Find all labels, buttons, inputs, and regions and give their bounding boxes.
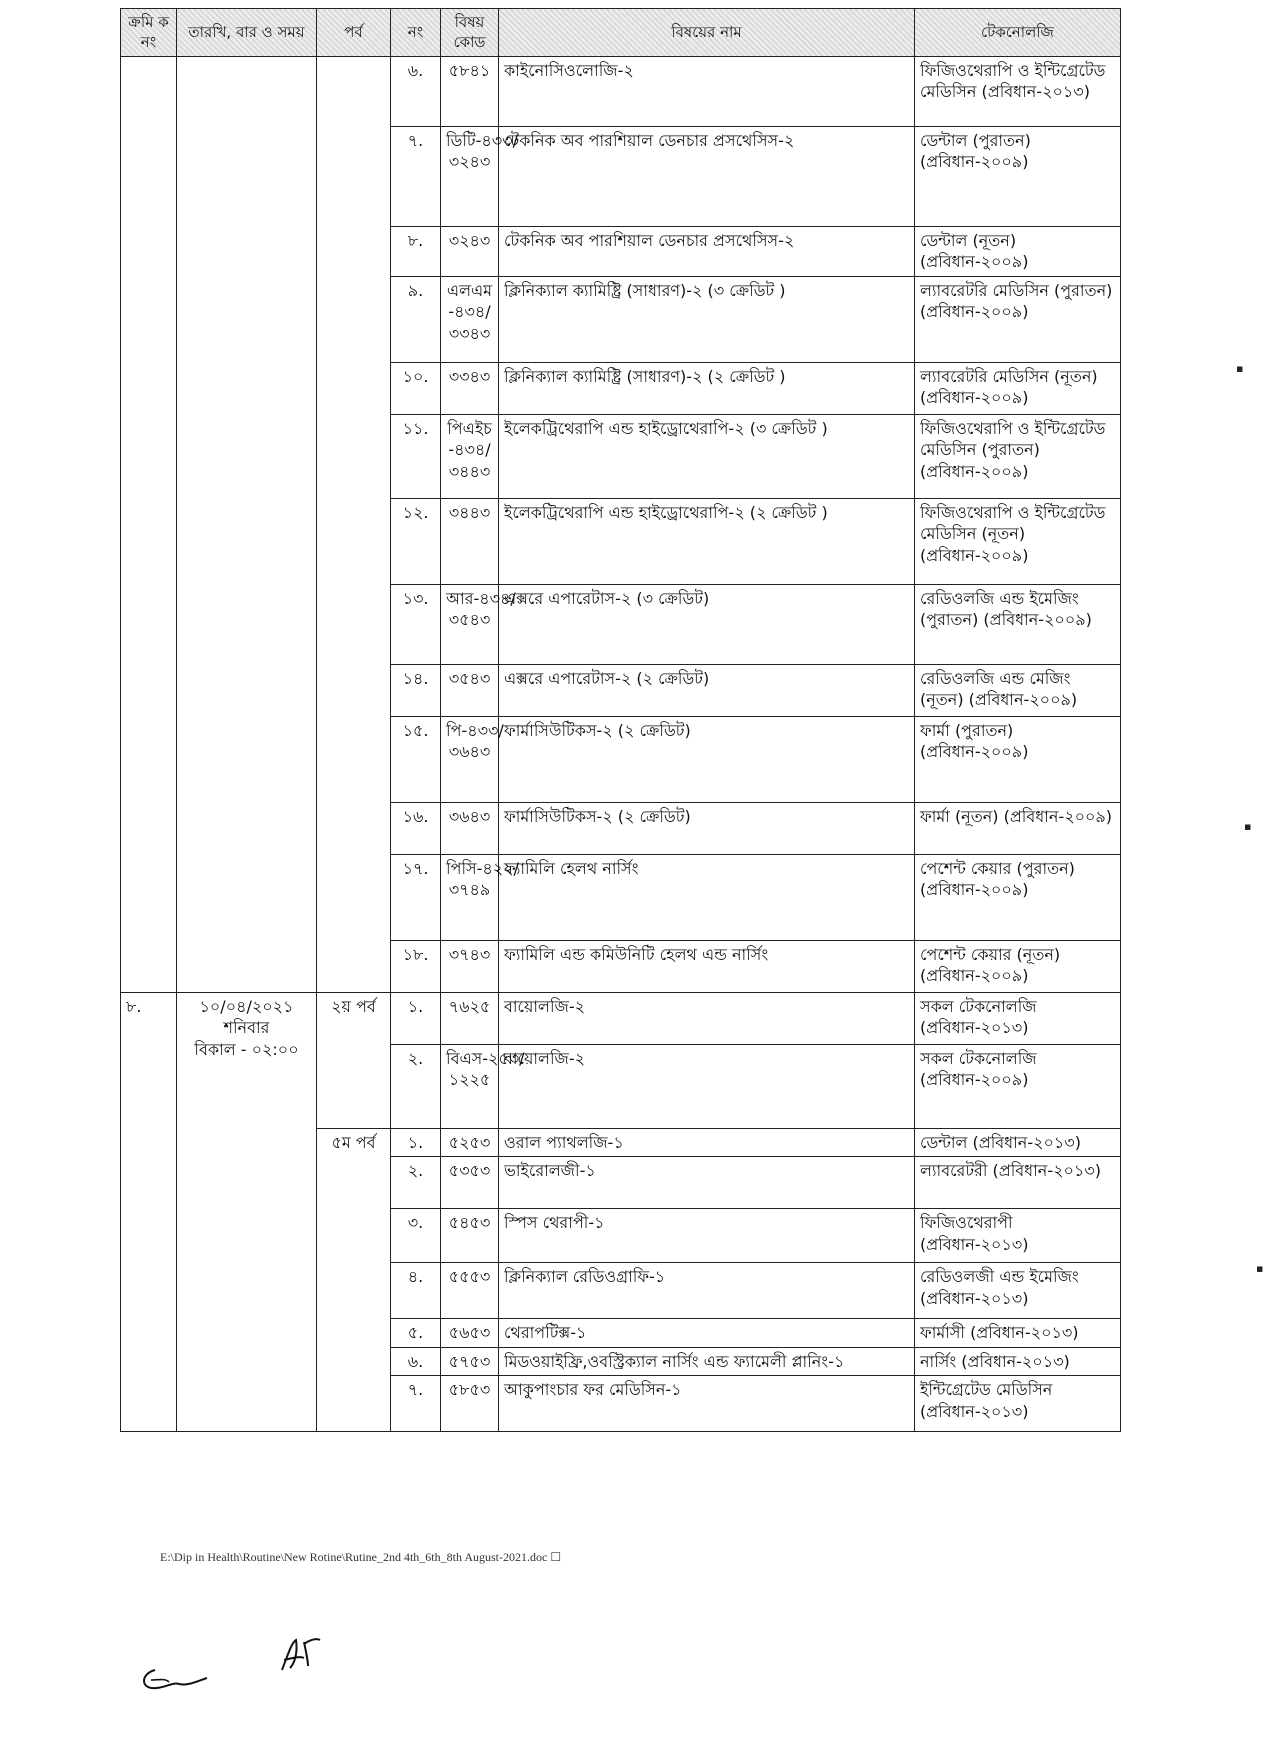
header-code: বিষয় কোড [441,9,499,57]
technology: নার্সিং (প্রবিধান-২০১৩) [915,1347,1121,1376]
row-no: ১. [391,992,441,1044]
header-row [121,9,1121,57]
subject-code: ডিটি-৪৩৩/ ৩২৪৩ [441,126,499,226]
serial-cell [121,56,177,992]
subject-code: ৫৪৫৩ [441,1209,499,1263]
technology: ডেন্টাল (প্রবিধান-২০১৩) [915,1128,1121,1157]
subject-name: ফার্মাসিউটিকস-২ (২ ক্রেডিট) [499,802,915,854]
technology: পেশেন্ট কেয়ার (নূতন) (প্রবিধান-২০০৯) [915,940,1121,992]
technology: সকল টেকনোলজি (প্রবিধান-২০০৯) [915,1044,1121,1128]
subject-code: ৩৩৪৩ [441,362,499,414]
subject-code: ৫৭৫৩ [441,1347,499,1376]
row-no: ১২. [391,498,441,584]
subject-name: বায়োলজি-২ [499,1044,915,1128]
part-cell [317,56,391,992]
subject-name: ইলেকট্রিথেরাপি এন্ড হাইড্রোথেরাপি-২ (২ ক্রেডিট ) [499,498,915,584]
subject-code: ৫৬৫৩ [441,1319,499,1348]
part-cell: ২য় পর্ব [317,992,391,1128]
row-no: ৩. [391,1209,441,1263]
subject-name: ক্লিনিক্যাল ক্যামিষ্ট্রি (সাধারণ)-২ (২ ক্রেডিট ) [499,362,915,414]
technology: পেশেন্ট কেয়ার (পুরাতন) (প্রবিধান-২০০৯) [915,854,1121,940]
row-no: ৪. [391,1263,441,1319]
table-row [121,56,1121,126]
subject-name: এক্সরে এপারেটাস-২ (২ ক্রেডিট) [499,664,915,716]
subject-code: ৫৩৫৩ [441,1157,499,1209]
subject-name: বায়োলজি-২ [499,992,915,1044]
subject-name: স্পিস থেরাপী-১ [499,1209,915,1263]
subject-name: ক্লিনিক্যাল রেডিওগ্রাফি-১ [499,1263,915,1319]
row-no: ১১. [391,414,441,498]
row-no: ৯. [391,276,441,362]
subject-name: ভাইরোলজী-১ [499,1157,915,1209]
row-no: ৬. [391,56,441,126]
date-cell [177,56,317,992]
header-date: তারখি, বার ও সময় [177,9,317,57]
technology: ফার্মা (পুরাতন) (প্রবিধান-২০০৯) [915,716,1121,802]
footer-file-path: E:\Dip in Health\Routine\New Rotine\Rutine_2nd 4th_6th_8th August-2021.doc ☐ [160,1550,562,1564]
initial-signature-icon [270,1630,330,1680]
subject-name: আকুপাংচার ফর মেডিসিন-১ [499,1376,915,1432]
technology: রেডিওলজী এন্ড ইমেজিং (প্রবিধান-২০১৩) [915,1263,1121,1319]
exam-date: ১০/০৪/২০২১ [199,996,294,1016]
subject-name: ফ্যামিলি এন্ড কমিউনিটি হেলথ এন্ড নার্সিং [499,940,915,992]
technology: রেডিওলজি এন্ড ইমেজিং (পুরাতন) (প্রবিধান-২০০৯) [915,584,1121,664]
subject-code: পি-৪৩৩/ ৩৬৪৩ [441,716,499,802]
technology: সকল টেকনোলজি (প্রবিধান-২০১৩) [915,992,1121,1044]
subject-code: ৩৬৪৩ [441,802,499,854]
subject-name: থেরাপটিক্স-১ [499,1319,915,1348]
technology: ল্যাবরেটরি মেডিসিন (নূতন) (প্রবিধান-২০০৯) [915,362,1121,414]
signature-mark-icon [135,1660,215,1700]
row-no: ৫. [391,1319,441,1348]
subject-code: ৩৭৪৩ [441,940,499,992]
row-no: ১৪. [391,664,441,716]
row-no: ৭. [391,126,441,226]
header-subject: বিষয়ের নাম [499,9,915,57]
subject-code: ৩৫৪৩ [441,664,499,716]
technology: রেডিওলজি এন্ড মেজিং (নূতন) (প্রবিধান-২০০৯) [915,664,1121,716]
technology: ফিজিওথেরাপি ও ইন্টিগ্রেটেড মেডিসিন (প্রবিধান-২০১৩) [915,56,1121,126]
subject-name: ক্লিনিক্যাল ক্যামিষ্ট্রি (সাধারণ)-২ (৩ ক্রেডিট ) [499,276,915,362]
subject-code: ৩২৪৩ [441,226,499,276]
subject-name: টেকনিক অব পারশিয়াল ডেনচার প্রসথেসিস-২ [499,126,915,226]
exam-routine-table [120,8,1121,1432]
header-serial: ক্রমি ক নং [121,9,177,57]
subject-code: ৩৪৪৩ [441,498,499,584]
subject-name: ফ্যামিলি হেলথ নার্সিং [499,854,915,940]
technology: ফার্মা (নূতন) (প্রবিধান-২০০৯) [915,802,1121,854]
technology: ফিজিওথেরাপি ও ইন্টিগ্রেটেড মেডিসিন (নূতন) (প্রবিধান-২০০৯) [915,498,1121,584]
row-no: ১৮. [391,940,441,992]
row-no: ১০. [391,362,441,414]
serial-cell: ৮. [121,992,177,1432]
subject-code: ৫৫৫৩ [441,1263,499,1319]
subject-name: ফার্মাসিউটিকস-২ (২ ক্রেডিট) [499,716,915,802]
exam-day: শনিবার [223,1018,270,1038]
row-no: ১. [391,1128,441,1157]
table-row [121,992,1121,1044]
part-cell: ৫ম পর্ব [317,1128,391,1432]
technology: ডেন্টাল (পুরাতন) (প্রবিধান-২০০৯) [915,126,1121,226]
subject-code: ৫২৫৩ [441,1128,499,1157]
technology: ডেন্টাল (নূতন) (প্রবিধান-২০০৯) [915,226,1121,276]
row-no: ৬. [391,1347,441,1376]
row-no: ৭. [391,1376,441,1432]
exam-time: বিকাল - ০২:০০ [194,1039,299,1059]
subject-code: ৫৮৪১ [441,56,499,126]
technology: ইন্টিগ্রেটেড মেডিসিন (প্রবিধান-২০১৩) [915,1376,1121,1432]
subject-name: এক্সরে এপারেটাস-২ (৩ ক্রেডিট) [499,584,915,664]
subject-code: আর-৪৩৪/ ৩৫৪৩ [441,584,499,664]
technology: ফার্মাসী (প্রবিধান-২০১৩) [915,1319,1121,1348]
row-no: ১৩. [391,584,441,664]
subject-code: পিসি-৪২২/ ৩৭৪৯ [441,854,499,940]
date-cell [177,992,317,1432]
subject-name: টেকনিক অব পারশিয়াল ডেনচার প্রসথেসিস-২ [499,226,915,276]
scan-mark: ▪ [1236,362,1244,375]
subject-code: পিএইচ -৪৩৪/ ৩৪৪৩ [441,414,499,498]
technology: ফিজিওথেরাপী (প্রবিধান-২০১৩) [915,1209,1121,1263]
scan-mark: ▪ [1256,1262,1264,1275]
subject-name: মিডওয়াইফ্রি,ওবস্ট্রিক্যাল নার্সিং এন্ড ফ্যামেলী প্লানিং-১ [499,1347,915,1376]
subject-code: ৫৮৫৩ [441,1376,499,1432]
subject-code: এলএম -৪৩৪/ ৩৩৪৩ [441,276,499,362]
row-no: ২. [391,1157,441,1209]
subject-code: ৭৬২৫ [441,992,499,1044]
technology: ফিজিওথেরাপি ও ইন্টিগ্রেটেড মেডিসিন (পুরাতন) (প্রবিধান-২০০৯) [915,414,1121,498]
header-tech: টেকনোলজি [915,9,1121,57]
row-no: ৮. [391,226,441,276]
scan-mark: ▪ [1244,820,1252,833]
subject-name: ইলেকট্রিথেরাপি এন্ড হাইড্রোথেরাপি-২ (৩ ক্রেডিট ) [499,414,915,498]
technology: ল্যাবরেটরী (প্রবিধান-২০১৩) [915,1157,1121,1209]
subject-name: কাইনোসিওলোজি-২ [499,56,915,126]
header-no: নং [391,9,441,57]
header-part: পর্ব [317,9,391,57]
row-no: ১৭. [391,854,441,940]
row-no: ১৬. [391,802,441,854]
subject-name: ওরাল প্যাথলজি-১ [499,1128,915,1157]
row-no: ২. [391,1044,441,1128]
subject-code: বিএস-২৫৩/ ১২২৫ [441,1044,499,1128]
technology: ল্যাবরেটরি মেডিসিন (পুরাতন) (প্রবিধান-২০০৯) [915,276,1121,362]
row-no: ১৫. [391,716,441,802]
